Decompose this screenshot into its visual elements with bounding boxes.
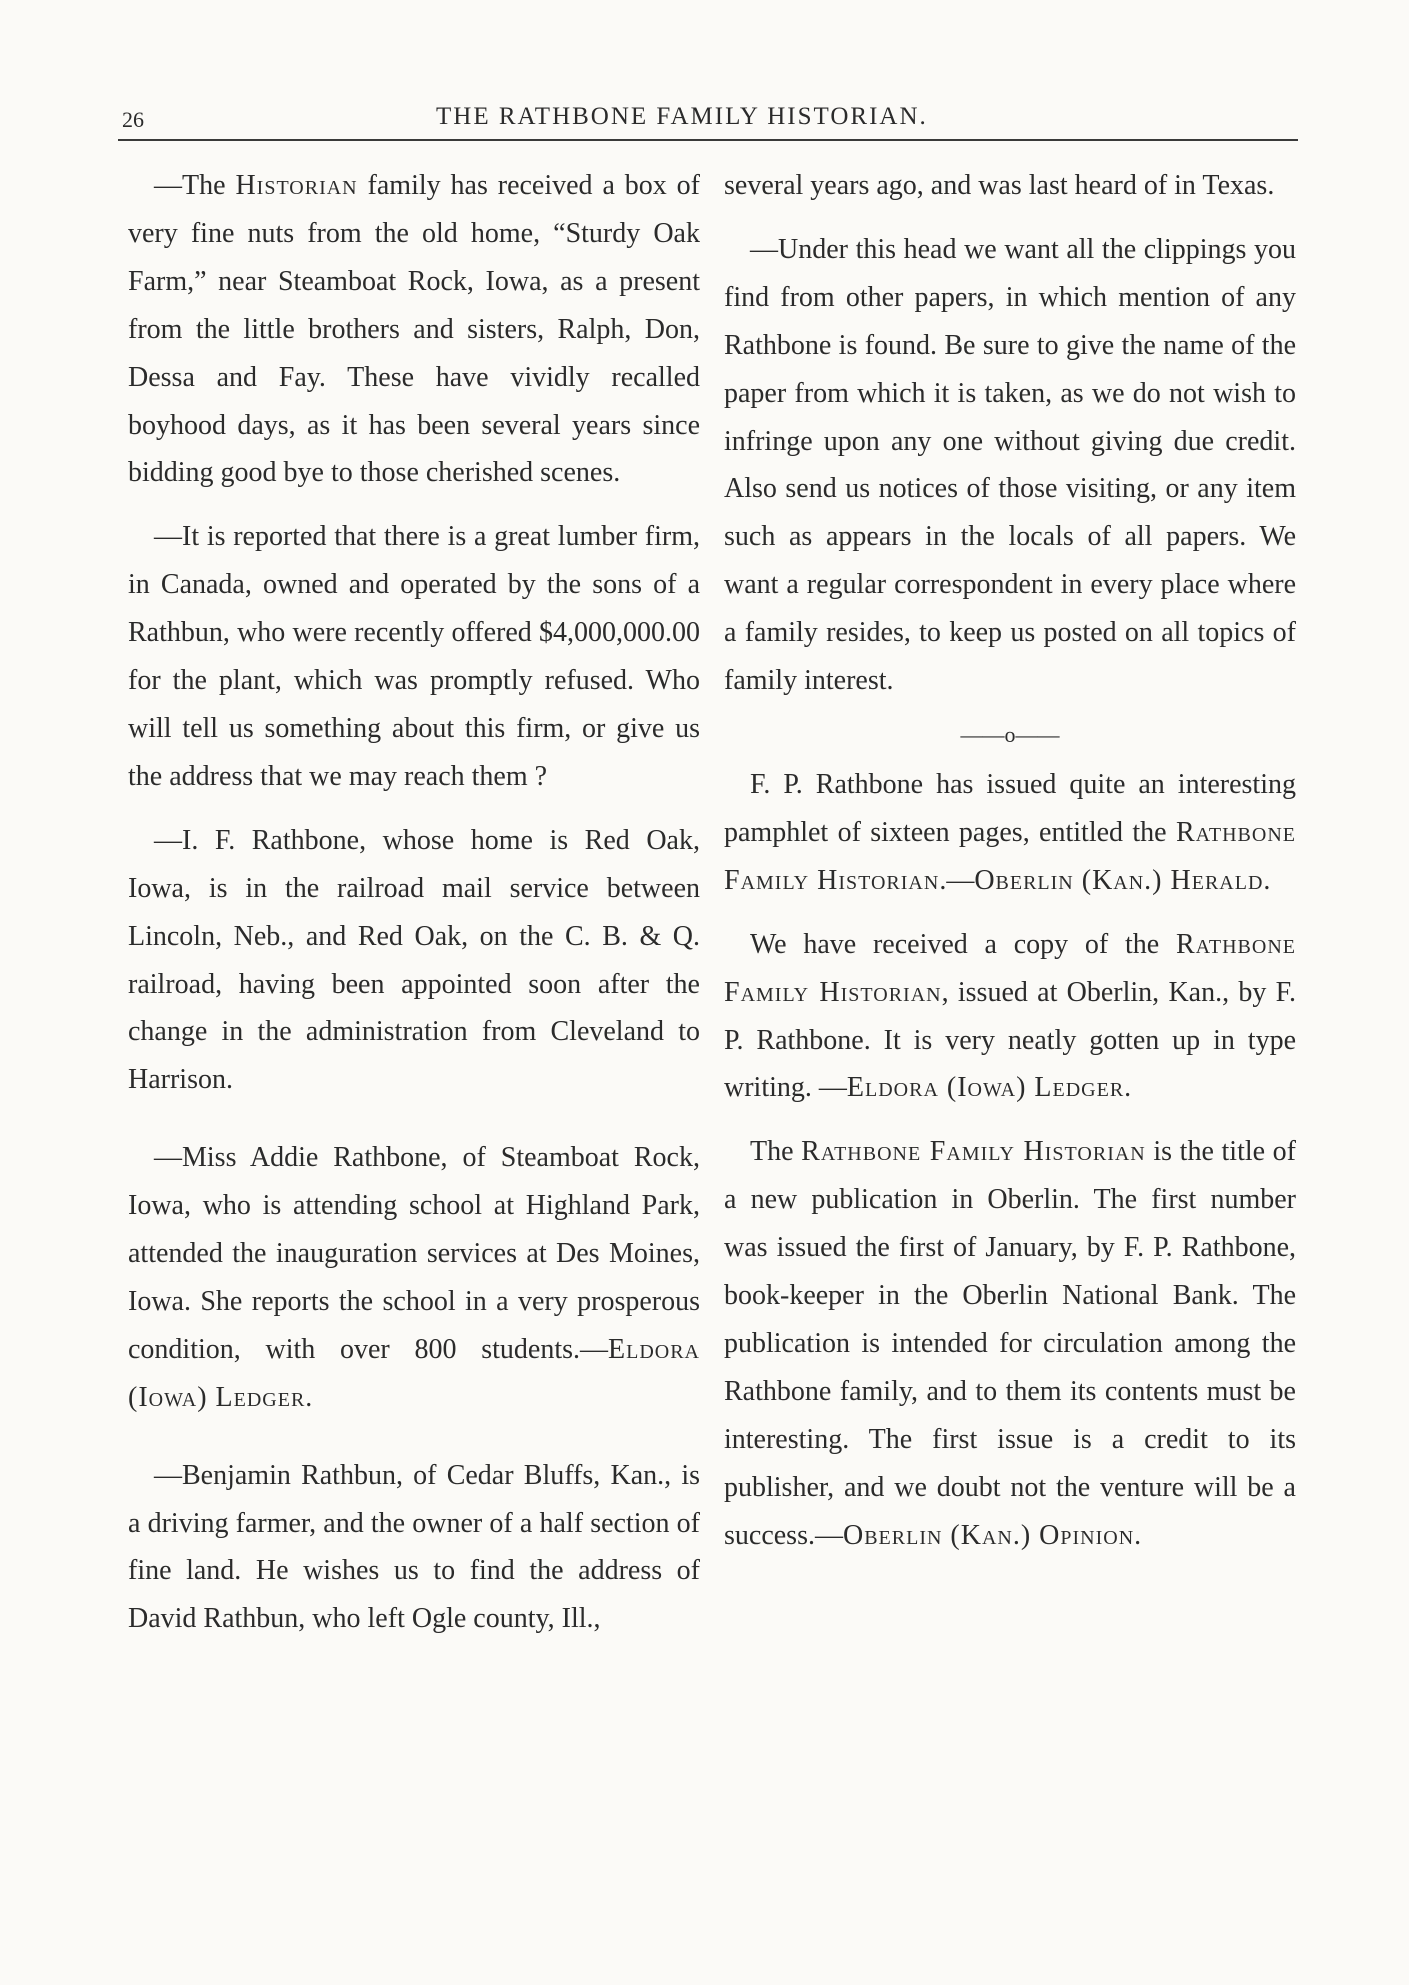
paragraph-oberlin-herald: F. P. Rathbone has issued quite an interesting pamphlet of sixteen pages, entitled the Rathbone Family Historian.—Oberlin (Kan.) Herald. [724,768,1296,896]
paragraph-benjamin-rathbun: —Benjamin Rathbun, of Cedar Bluffs, Kan., is a driving farmer, and the owner of a half section of fine land. He wishes us to find the address of David Rathbun, who left Ogle county, Ill., [128,1459,700,1635]
section-divider: ——o—— [960,721,1060,747]
running-title: THE RATHBONE FAMILY HISTORIAN. [436,103,928,130]
source-eldora-ledger: Eldora (Iowa) Ledger. [128,1333,700,1413]
paragraph-oberlin-opinion: The Rathbone Family Historian is the title of a new publication in Oberlin. The first number was issued the first of January, by F. P. Rathbone, book-keeper in the Oberlin National Bank. The publication is intended for circulation among the Rathbone family, and to them its contents must be interesting. The first issue is a credit to its publisher, and we doubt not the venture will be a success.—Oberlin (Kan.) Opinion. [724,1136,1297,1551]
source-oberlin-opinion: Oberlin (Kan.) Opinion. [842,1519,1143,1551]
left-column [128,162,700,1643]
paragraph-clippings-request: —Under this head we want all the clippings you find from other papers, in which mention of any Rathbone is found. Be sure to give the name of the paper from which it is taken, as we do not wish to infringe upon any one without giving due credit. Also send us notices of those visiting, or any item such as appears in the locals of all papers. We want a regular correspondent in every place where a family resides, to keep us posted on all topics of family interest. [724,233,1296,697]
paragraph-addie-rathbone: —Miss Addie Rathbone, of Steamboat Rock, Iowa, who is attending school at Highland Park, attended the inauguration services at Des Moines, Iowa. She reports the school in a very prosperous condition, with over 800 students.—Eldora (Iowa) Ledger. [128,1142,700,1413]
paragraph-if-rathbone: —I. F. Rathbone, whose home is Red Oak, Iowa, is in the railroad mail service between Lincoln, Neb., and Red Oak, on the C. B. & Q. railroad, having been appointed soon after the change in the administration from Cleveland to Harrison. [128,824,700,1096]
paragraph-lumber-firm: —It is reported that there is a great lumber firm, in Canada, owned and operated by the sons of a Rathbun, who were recently offered $4,000,000.00 for the plant, which was promptly refused. Who will tell us something about this firm, or give us the address that we may reach them ? [128,521,700,792]
paragraph-historian-nuts: —The Historian family has received a box of very fine nuts from the old home, “Sturdy Oak Farm,” near Steamboat Rock, Iowa, as a present from the little brothers and sisters, Ralph, Don, Dessa and Fay. These have vividly recalled boyhood days, as it has been several years since bidding good bye to those cherished scenes. [128,170,701,489]
header-rule [118,139,1298,141]
page-number: 26 [122,107,144,132]
paragraph-continued: several years ago, and was last heard of in Texas. [724,170,1275,201]
right-column [724,162,1296,1559]
source-oberlin-herald: Oberlin (Kan.) Herald. [974,864,1272,896]
source-eldora-ledger-2: Eldora (Iowa) Ledger. [846,1072,1133,1104]
small-caps-historian: Historian [235,170,358,201]
page-header [118,103,1298,137]
paragraph-eldora-ledger: We have received a copy of the Rathbone Family Historian, issued at Oberlin, Kan., by F. P. Rathbone. It is very neatly gotten up in type writing. —Eldora (Iowa) Ledger. [724,928,1296,1104]
